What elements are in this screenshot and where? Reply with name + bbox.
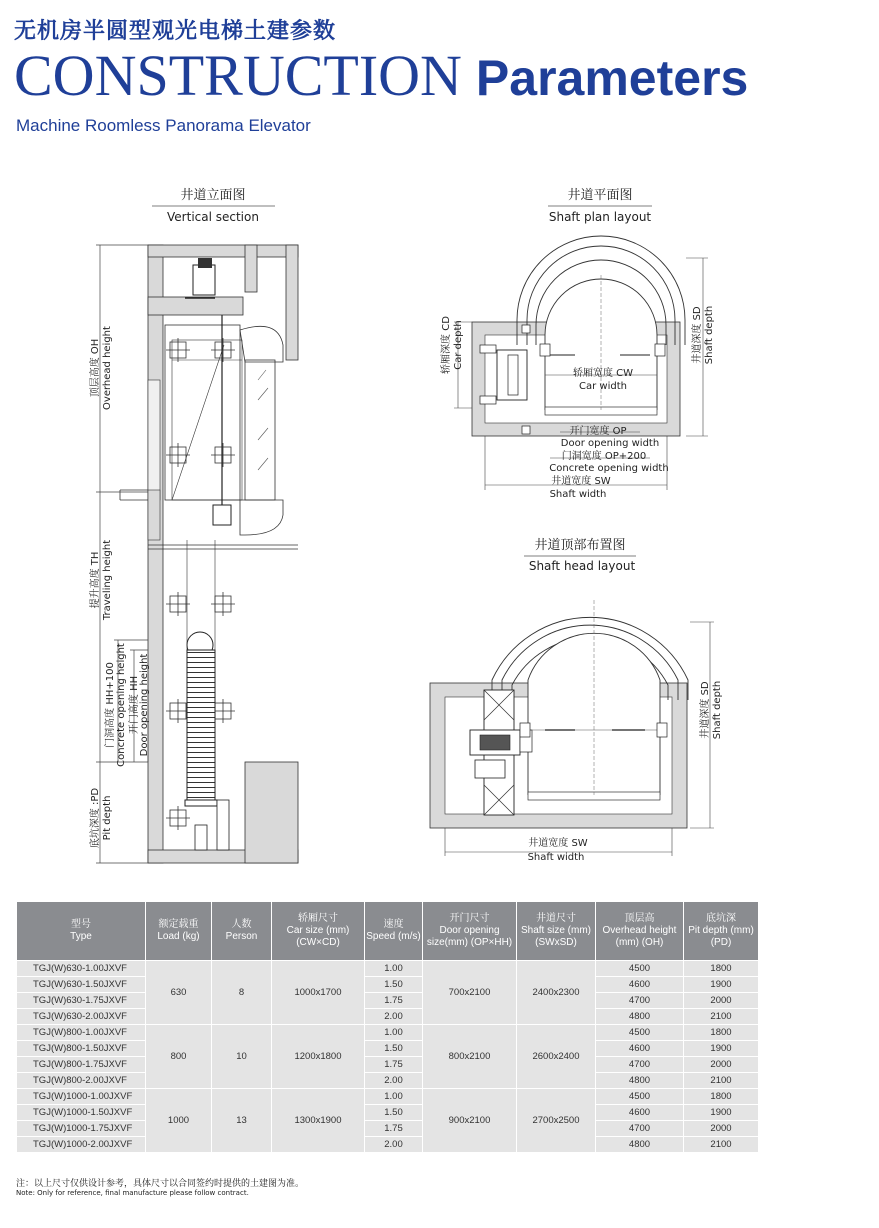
table-row <box>17 961 759 977</box>
column-header <box>684 902 759 961</box>
head-sw-label-cn: 井道宽度 SW <box>528 838 588 849</box>
load-cell: 1000 <box>146 1089 212 1153</box>
pd-label-en: Pit depth <box>102 795 113 841</box>
person-cell: 13 <box>212 1089 272 1153</box>
overhead-cell: 4700 <box>596 993 684 1009</box>
counterweight <box>187 650 215 800</box>
overhead-cell: 4700 <box>596 1057 684 1073</box>
overhead-cell: 4800 <box>596 1009 684 1025</box>
column-header-en: Shaft size (mm) (SWxSD) <box>520 925 591 948</box>
column-header-cn: 开门尺寸 <box>449 913 490 924</box>
cd-label-en: Car depth <box>453 320 464 370</box>
parameter-table-wrapper <box>16 901 758 1153</box>
vertical-section-title-en: Vertical section <box>167 210 259 224</box>
load-cell: 630 <box>146 961 212 1025</box>
shaft-plan-title-cn: 井道平面图 <box>567 188 633 203</box>
car-size-cell: 1300x1900 <box>272 1089 365 1153</box>
speed-cell: 1.00 <box>365 961 423 977</box>
door-size-cell: 900x2100 <box>423 1089 517 1153</box>
type-cell: TGJ(W)800-1.50JXVF <box>17 1041 146 1057</box>
note-en: Note: Only for reference, final manufacture please follow contract. <box>16 1189 249 1197</box>
shaft-wall-left <box>148 245 163 863</box>
pit-depth-cell: 2100 <box>684 1137 759 1153</box>
head-sw-label-en: Shaft width <box>527 852 585 863</box>
pit-depth-cell: 1900 <box>684 977 759 993</box>
column-header <box>517 902 596 961</box>
table-row <box>17 1041 759 1057</box>
door-size-cell: 700x2100 <box>423 961 517 1025</box>
shaft-top-slab <box>148 245 298 257</box>
pit-depth-cell: 1800 <box>684 1025 759 1041</box>
note-cn: 注：以上尺寸仅供设计参考，具体尺寸以合同签约时提供的土建图为准。 <box>16 1179 305 1189</box>
speed-cell: 2.00 <box>365 1009 423 1025</box>
column-header-en: Car size (mm) (CW×CD) <box>286 925 350 948</box>
car-size-cell: 1200x1800 <box>272 1025 365 1089</box>
column-header-en: Person <box>225 931 258 942</box>
table-row <box>17 1057 759 1073</box>
column-header-cn: 额定载重 <box>158 919 199 930</box>
speed-cell: 2.00 <box>365 1137 423 1153</box>
type-cell: TGJ(W)630-1.00JXVF <box>17 961 146 977</box>
overhead-cell: 4700 <box>596 1121 684 1137</box>
shaft-size-cell: 2700x2500 <box>517 1089 596 1153</box>
type-cell: TGJ(W)630-2.00JXVF <box>17 1009 146 1025</box>
pit-depth-cell: 2100 <box>684 1009 759 1025</box>
table-row <box>17 993 759 1009</box>
person-cell: 10 <box>212 1025 272 1089</box>
type-cell: TGJ(W)1000-2.00JXVF <box>17 1137 146 1153</box>
table-row <box>17 977 759 993</box>
column-header-en: Type <box>70 931 92 942</box>
table-row <box>17 1105 759 1121</box>
speed-cell: 1.50 <box>365 1041 423 1057</box>
overhead-cell: 4500 <box>596 961 684 977</box>
car-frame <box>165 325 240 500</box>
head-sd-label-en: Shaft depth <box>712 680 723 740</box>
hh100-label-en: Concrete opening height <box>116 643 127 767</box>
speed-cell: 1.75 <box>365 1057 423 1073</box>
table-row <box>17 1137 759 1153</box>
pit-depth-cell: 1900 <box>684 1041 759 1057</box>
speed-cell: 1.75 <box>365 1121 423 1137</box>
column-header-en: Load (kg) <box>157 931 200 942</box>
column-header <box>212 902 272 961</box>
oh-label-en: Overhead height <box>102 326 113 410</box>
glass-car <box>245 360 275 500</box>
vertical-section <box>88 187 298 863</box>
hh-label-cn: 开门高度 HH <box>129 675 140 735</box>
column-header-cn: 型号 <box>71 919 91 930</box>
column-header-en: Door opening size(mm) (OP×HH) <box>426 925 513 948</box>
type-cell: TGJ(W)800-1.75JXVF <box>17 1057 146 1073</box>
pit-depth-cell: 1800 <box>684 1089 759 1105</box>
title-construction: CONSTRUCTION <box>14 43 462 108</box>
speed-cell: 1.50 <box>365 1105 423 1121</box>
sd-label-en: Shaft depth <box>704 305 715 365</box>
head-sd-label-cn: 井道深度 SD <box>700 681 711 739</box>
shaft-plan-title-en: Shaft plan layout <box>548 210 652 224</box>
buffer <box>195 825 207 850</box>
pd-label-cn: 底坑深度 :PD <box>90 787 101 849</box>
pit-depth-cell: 2000 <box>684 1121 759 1137</box>
th-label-cn: 提升高度 TH <box>90 551 101 609</box>
speed-cell: 2.00 <box>365 1073 423 1089</box>
page-subtitle: Machine Roomless Panorama Elevator <box>16 116 311 135</box>
column-header-en: Speed (m/s) <box>366 931 421 942</box>
pit-depth-cell: 2000 <box>684 1057 759 1073</box>
overhead-cell: 4600 <box>596 977 684 993</box>
op200-label-en: Concrete opening width <box>549 463 669 474</box>
parameter-table <box>16 901 759 1153</box>
column-header <box>17 902 146 961</box>
table-header-row <box>17 902 759 961</box>
type-cell: TGJ(W)1000-1.00JXVF <box>17 1089 146 1105</box>
column-header-cn: 顶层高 <box>624 913 655 924</box>
type-cell: TGJ(W)630-1.75JXVF <box>17 993 146 1009</box>
cw-label-cn: 轿厢宽度 CW <box>572 368 634 379</box>
op-label-en: Door opening width <box>560 438 660 449</box>
column-header <box>596 902 684 961</box>
person-cell: 8 <box>212 961 272 1025</box>
column-header-en: Overhead height (mm) (OH) <box>602 925 677 948</box>
table-body <box>17 961 759 1153</box>
title-parameters: Parameters <box>475 50 749 106</box>
sw-label-cn: 井道宽度 SW <box>551 476 611 487</box>
oh-label-cn: 顶层高度 OH <box>90 338 101 398</box>
pit-depth-cell: 2000 <box>684 993 759 1009</box>
type-cell: TGJ(W)1000-1.50JXVF <box>17 1105 146 1121</box>
column-header <box>365 902 423 961</box>
cd-label-cn: 轿厢深度 CD <box>441 316 452 374</box>
hh100-label-cn: 门洞高度 HH+100 <box>105 662 116 748</box>
column-header-en: Pit depth (mm) (PD) <box>688 925 754 948</box>
op200-label-cn: 门洞宽度 OP+200 <box>561 451 647 462</box>
overhead-cell: 4500 <box>596 1089 684 1105</box>
type-cell: TGJ(W)800-2.00JXVF <box>17 1073 146 1089</box>
table-row <box>17 1009 759 1025</box>
pit-depth-cell: 1900 <box>684 1105 759 1121</box>
page-title-cn: 无机房半圆型观光电梯土建参数 <box>14 19 337 44</box>
shaft-size-cell: 2600x2400 <box>517 1025 596 1089</box>
shaft-size-cell: 2400x2300 <box>517 961 596 1025</box>
column-header <box>146 902 212 961</box>
car-size-cell: 1000x1700 <box>272 961 365 1025</box>
pit-depth-cell: 1800 <box>684 961 759 977</box>
overhead-cell: 4800 <box>596 1137 684 1153</box>
cw-label-en: Car width <box>579 381 627 392</box>
type-cell: TGJ(W)800-1.00JXVF <box>17 1025 146 1041</box>
column-header-cn: 速度 <box>383 919 404 930</box>
table-row <box>17 1073 759 1089</box>
type-cell: TGJ(W)1000-1.75JXVF <box>17 1121 146 1137</box>
column-header-cn: 井道尺寸 <box>536 913 576 924</box>
shaft-head-title-cn: 井道顶部布置图 <box>534 538 626 553</box>
column-header-cn: 轿厢尺寸 <box>298 913 338 924</box>
sw-label-en: Shaft width <box>549 489 607 500</box>
table-row <box>17 1121 759 1137</box>
table-row <box>17 1025 759 1041</box>
column-header <box>272 902 365 961</box>
column-header-cn: 底坑深 <box>706 913 736 924</box>
hh-label-en: Door opening height <box>139 653 150 757</box>
column-header <box>423 902 517 961</box>
shaft-head <box>430 537 723 863</box>
overhead-cell: 4600 <box>596 1105 684 1121</box>
overhead-cell: 4600 <box>596 1041 684 1057</box>
column-header-cn: 人数 <box>231 919 252 930</box>
th-label-en: Traveling height <box>102 539 113 621</box>
traction-machine <box>193 265 215 295</box>
speed-cell: 1.00 <box>365 1025 423 1041</box>
type-cell: TGJ(W)630-1.50JXVF <box>17 977 146 993</box>
speed-cell: 1.50 <box>365 977 423 993</box>
table-row <box>17 1089 759 1105</box>
sd-label-cn: 井道深度 SD <box>692 306 703 364</box>
overhead-cell: 4800 <box>596 1073 684 1089</box>
machine-beam <box>148 297 243 315</box>
shaft-head-title-en: Shaft head layout <box>528 559 636 573</box>
pit-depth-cell: 2100 <box>684 1073 759 1089</box>
overhead-cell: 4500 <box>596 1025 684 1041</box>
speed-cell: 1.75 <box>365 993 423 1009</box>
vertical-section-title-cn: 井道立面图 <box>180 188 246 203</box>
op-label-cn: 开门宽度 OP <box>569 426 627 437</box>
speed-cell: 1.00 <box>365 1089 423 1105</box>
door-size-cell: 800x2100 <box>423 1025 517 1089</box>
shaft-plan <box>439 187 715 500</box>
load-cell: 800 <box>146 1025 212 1089</box>
